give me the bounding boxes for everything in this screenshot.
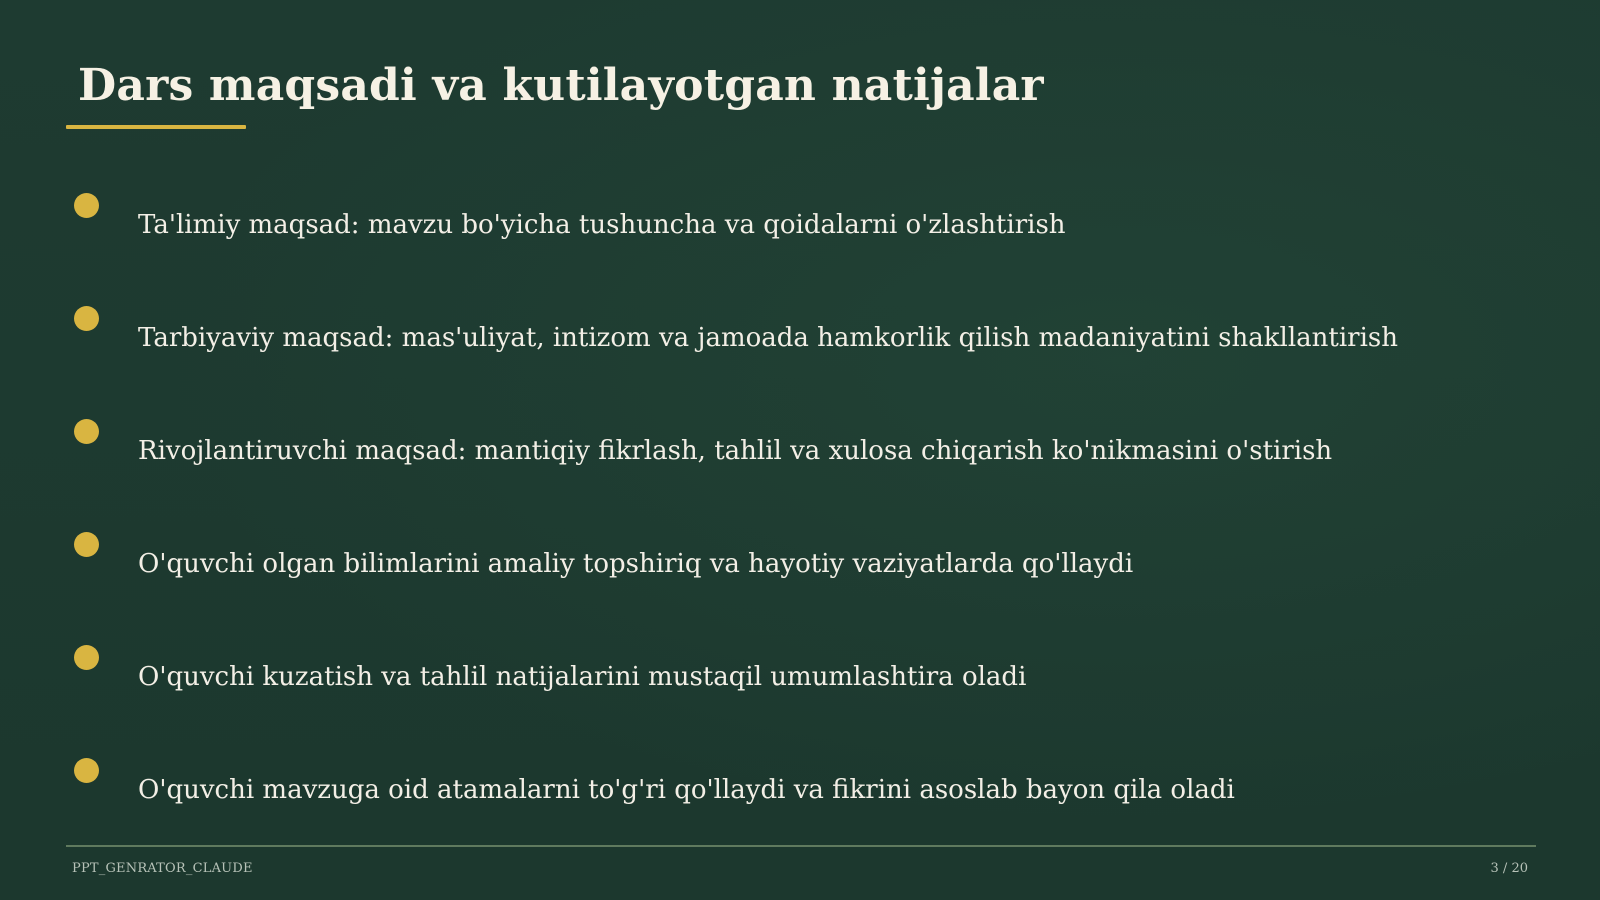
- list-item: [0, 193, 1500, 253]
- list-item-text: O'quvchi mavzuga oid atamalarni to'g'ri qo'llaydi va fikrini asoslab bayon qila oladi: [138, 775, 1235, 805]
- circle-bullet-icon: [74, 419, 99, 444]
- slide-title: Dars maqsadi va kutilayotgan natijalar: [78, 60, 1044, 111]
- circle-bullet-icon: [74, 645, 99, 670]
- list-item: [0, 532, 1500, 592]
- title-underline: [66, 125, 246, 129]
- list-item: [0, 645, 1500, 705]
- circle-bullet-icon: [74, 532, 99, 557]
- list-item: [0, 758, 1500, 818]
- list-item-text: O'quvchi olgan bilimlarini amaliy topshiriq va hayotiy vaziyatlarda qo'llaydi: [138, 549, 1134, 579]
- circle-bullet-icon: [74, 306, 99, 331]
- page-number: 3 / 20: [1490, 861, 1528, 876]
- circle-bullet-icon: [74, 758, 99, 783]
- list-item-text: Ta'limiy maqsad: mavzu bo'yicha tushuncha va qoidalarni o'zlashtirish: [138, 210, 1066, 240]
- list-item-text: Tarbiyaviy maqsad: mas'uliyat, intizom va jamoada hamkorlik qilish madaniyatini shakllantirish: [138, 323, 1398, 353]
- list-item-text: O'quvchi kuzatish va tahlil natijalarini mustaqil umumlashtira oladi: [138, 662, 1027, 692]
- footer-divider: [66, 845, 1536, 847]
- list-item-text: Rivojlantiruvchi maqsad: mantiqiy fikrlash, tahlil va xulosa chiqarish ko'nikmasini o'stirish: [138, 436, 1333, 466]
- circle-bullet-icon: [74, 193, 99, 218]
- list-item: [0, 306, 1500, 366]
- list-item: [0, 419, 1500, 479]
- footer-source: PPT_GENRATOR_CLAUDE: [72, 861, 253, 876]
